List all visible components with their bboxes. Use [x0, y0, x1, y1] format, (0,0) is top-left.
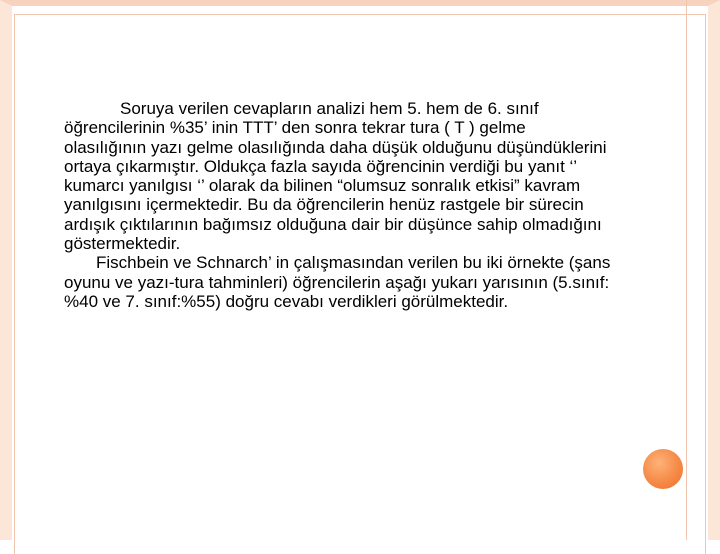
paragraph-1: Soruya verilen cevapların analizi hem 5. hem de 6. sınıf öğrencilerinin %35’ inin TTT’ den sonra tekrar tura ( T ) gelme olasılığının yazı gelme olasılığında daha düşük olduğunu düşündüklerini ortaya çıkarmıştır. Oldukça fazla sayıda öğrencinin verdiği bu yanıt ‘’ kumarcı yanılgısı ‘’ olarak da bilinen “olumsuz sonralık etkisi” kavram yanılgısını içermektedir. Bu da öğrencilerin henüz rastgele bir sürecin ardışık çıktılarının bağımsız olduğuna dair bir düşünce sahip olmadığını göstermektedir.: [64, 99, 607, 254]
paragraph-2: Fischbein ve Schnarch’ in çalışmasından verilen bu iki örnekte (şans oyunu ve yazı-tura tahminleri) öğrencilerin aşağı yukarı yarısının (5.sınıf: %40 ve 7. sınıf:%55) doğru cevabı verdikleri görülmektedir.: [64, 253, 611, 311]
slide-text-block: [64, 99, 612, 311]
decorative-circle: [643, 449, 683, 489]
right-vertical-line: [686, 0, 687, 540]
